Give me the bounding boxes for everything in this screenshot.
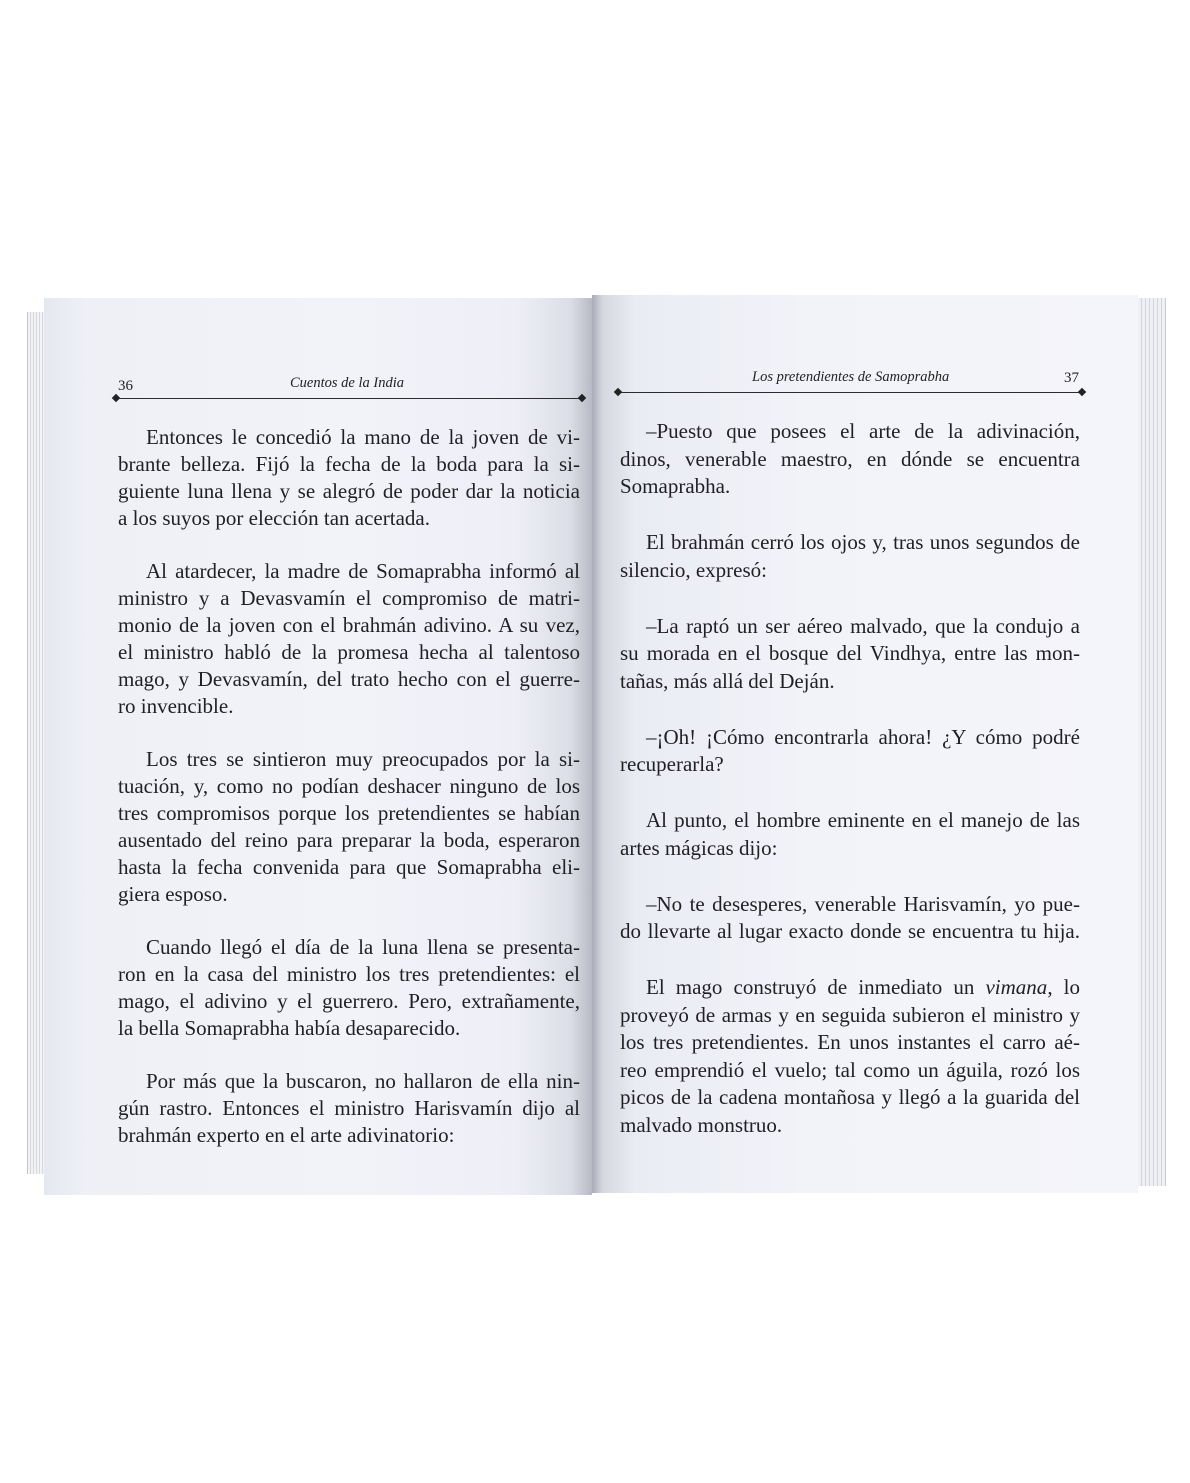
text-segment: , lo bbox=[1047, 975, 1080, 999]
text-line: guiente luna llena y se alegró de poder dar la noticia bbox=[118, 479, 580, 503]
text-line: brante belleza. Fijó la fecha de la boda para la si- bbox=[118, 452, 580, 476]
text-line: ausentado del reino para preparar la boda, esperaron bbox=[118, 828, 580, 852]
text-line: El brahmán cerró los ojos y, tras unos segundos de bbox=[646, 530, 1080, 554]
rule-ornament-right bbox=[1078, 388, 1086, 396]
text-line: ro invencible. bbox=[118, 694, 234, 718]
text-line: Al atardecer, la madre de Somaprabha informó al bbox=[146, 559, 580, 583]
paragraph bbox=[118, 424, 580, 532]
page-stack-right bbox=[1134, 298, 1166, 1186]
right-page bbox=[592, 295, 1138, 1193]
paragraph bbox=[620, 529, 1080, 584]
text-block bbox=[118, 424, 580, 1149]
rule-ornament-right bbox=[578, 394, 586, 402]
text-line: mago, el adivino y el guerrero. Pero, extrañamente, bbox=[118, 989, 580, 1013]
text-line: malvado monstruo. bbox=[620, 1112, 783, 1137]
text-line bbox=[620, 974, 1080, 1002]
text-line: –La raptó un ser aéreo malvado, que la condujo a bbox=[646, 613, 1080, 638]
text-line: su morada en el bosque del Vindhya, entre las mon- bbox=[620, 641, 1080, 665]
text-line: dinos, venerable maestro, en dónde se encuentra bbox=[620, 446, 1080, 471]
text-line: tuación, y, como no podían deshacer ninguno de los bbox=[118, 774, 580, 798]
text-line: tres compromisos porque los pretendientes se habían bbox=[118, 801, 580, 825]
text-line: tañas, más allá del Deján. bbox=[620, 668, 835, 693]
running-head: Cuentos de la India bbox=[290, 375, 404, 391]
text-line: la bella Somaprabha había desaparecido. bbox=[118, 1016, 461, 1040]
text-line: Los tres se sintieron muy preocupados por la si- bbox=[146, 747, 580, 771]
text-line: proveyó de armas y en seguida subieron el ministro y bbox=[620, 1002, 1080, 1027]
text-line: mago, y Devasvamín, del trato hecho con el guerre- bbox=[118, 667, 580, 691]
text-line: –No te desesperes, venerable Harisvamín, yo pue- bbox=[646, 891, 1080, 916]
text-line: brahmán experto en el arte adivinatorio: bbox=[118, 1123, 455, 1147]
text-line: artes mágicas dijo: bbox=[620, 835, 778, 860]
paragraph bbox=[118, 934, 580, 1042]
text-line: giera esposo. bbox=[118, 882, 228, 906]
text-line: el ministro habló de la promesa hecha al talentoso bbox=[118, 640, 580, 664]
text-line: monio de la joven con el brahmán adivino. A su vez, bbox=[118, 613, 580, 637]
paragraph bbox=[620, 724, 1080, 779]
text-block bbox=[620, 418, 1080, 1139]
rule-ornament-left bbox=[112, 394, 120, 402]
text-line: Por más que la buscaron, no hallaron de ella nin- bbox=[146, 1069, 580, 1093]
paragraph bbox=[620, 418, 1080, 501]
text-line: ministro y a Devasvamín el compromiso de matri- bbox=[118, 586, 580, 610]
paragraph bbox=[118, 1068, 580, 1149]
text-line: recuperarla? bbox=[620, 752, 724, 776]
text-line: Entonces le concedió la mano de la joven de vi- bbox=[146, 425, 580, 449]
paragraph bbox=[620, 613, 1080, 696]
paragraph bbox=[620, 974, 1080, 1139]
text-line: Cuando llegó el día de la luna llena se presenta- bbox=[146, 935, 580, 959]
text-line: ron en la casa del ministro los tres pretendientes: el bbox=[118, 962, 580, 986]
page-number: 36 bbox=[118, 378, 133, 394]
text-line: –¡Oh! ¡Cómo encontrarla ahora! ¿Y cómo podré bbox=[646, 724, 1080, 749]
paragraph bbox=[620, 807, 1080, 862]
header-rule bbox=[618, 392, 1082, 393]
paragraph bbox=[118, 746, 580, 908]
text-line: Al punto, el hombre eminente en el manejo de las bbox=[646, 808, 1080, 832]
text-line: –Puesto que posees el arte de la adivinación, bbox=[646, 419, 1080, 443]
running-head: Los pretendientes de Samoprabha bbox=[752, 369, 950, 385]
text-line: los tres pretendientes. En unos instantes el carro aé- bbox=[620, 1030, 1080, 1054]
left-page bbox=[44, 298, 592, 1195]
text-line: picos de la cadena montañosa y llegó a la guarida del bbox=[620, 1085, 1080, 1109]
text-segment: El mago construyó de inmediato un bbox=[646, 975, 986, 999]
text-line: do llevarte al lugar exacto donde se encuentra tu hija. bbox=[620, 919, 1080, 943]
text-line: a los suyos por elección tan acertada. bbox=[118, 506, 430, 530]
text-line: Somaprabha. bbox=[620, 474, 731, 498]
text-line: reo emprendió el vuelo; tal como un águila, rozó los bbox=[620, 1057, 1080, 1082]
text-line: gún rastro. Entonces el ministro Harisvamín dijo al bbox=[118, 1096, 580, 1120]
italic-term: vimana bbox=[985, 975, 1048, 999]
text-line: hasta la fecha convenida para que Somaprabha eli- bbox=[118, 855, 580, 879]
paragraph bbox=[118, 558, 580, 720]
paragraph bbox=[620, 891, 1080, 946]
text-line: silencio, expresó: bbox=[620, 557, 767, 582]
page-number: 37 bbox=[1064, 370, 1079, 386]
rule-ornament-left bbox=[614, 388, 622, 396]
header-rule bbox=[116, 398, 582, 399]
